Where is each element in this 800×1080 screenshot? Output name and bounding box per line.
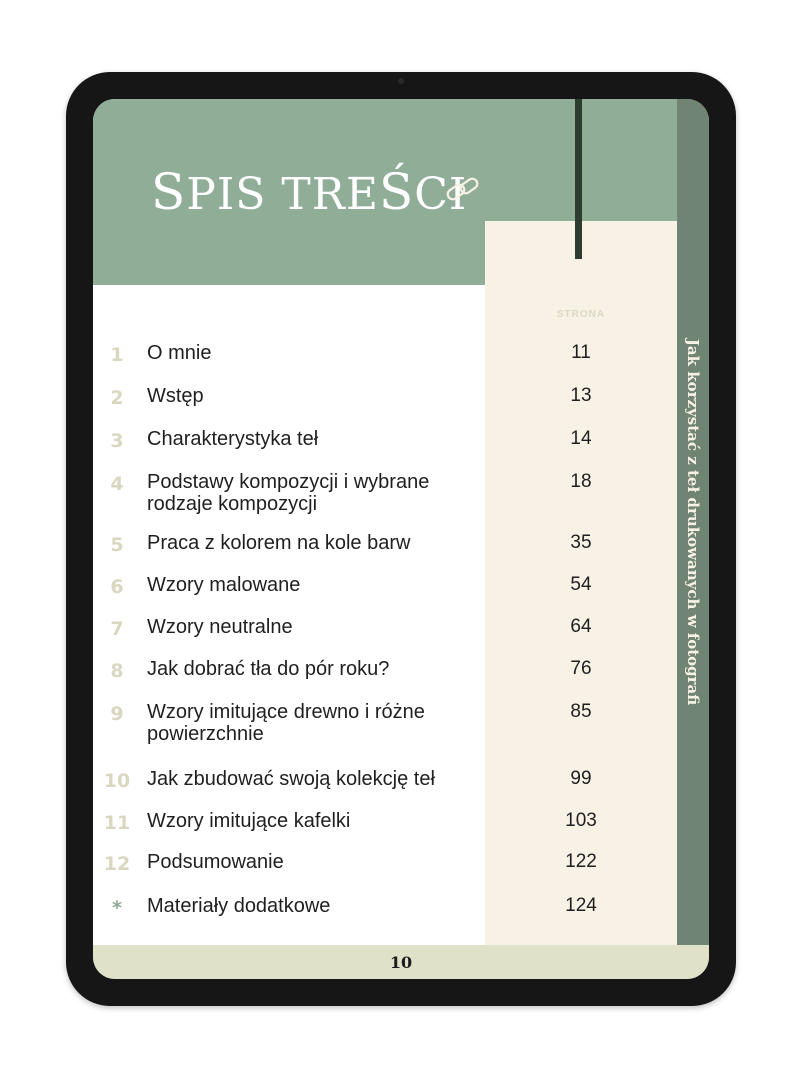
toc-number: 5 (110, 534, 124, 556)
toc-number: 1 (110, 344, 124, 366)
toc-page-number: 103 (565, 810, 597, 831)
footer-page-number: 10 (389, 952, 413, 972)
toc-page-number: 35 (570, 532, 592, 553)
toc-page-number: 54 (570, 574, 592, 595)
toc-chapter-title: Wzory malowane (147, 574, 301, 596)
toc-chapter-title: Podstawy kompozycji i wybrane rodzaje kompozycji (147, 471, 430, 515)
toc-chapter-title: Praca z kolorem na kole barw (147, 532, 411, 554)
page-column-header: STRONA (556, 309, 606, 320)
toc-page-number: 18 (570, 471, 592, 492)
toc-page-number: 99 (570, 768, 592, 789)
vertical-book-title: Jak korzystać z teł drukowanych w fotografi (684, 338, 702, 706)
footer-bar (93, 945, 709, 979)
toc-number: 4 (110, 473, 124, 495)
toc-chapter-title: Wstęp (147, 385, 204, 407)
toc-page-number: 76 (570, 658, 592, 679)
toc-number: * (112, 897, 122, 919)
toc-chapter-title: Charakterystyka teł (147, 428, 319, 450)
toc-page-number: 13 (570, 385, 592, 406)
screen (93, 99, 709, 979)
front-camera (398, 78, 404, 84)
toc-number: 3 (110, 430, 124, 452)
toc-page-number: 85 (570, 701, 592, 722)
toc-number: 9 (110, 703, 124, 725)
toc-number: 7 (110, 618, 124, 640)
toc-page-number: 14 (570, 428, 592, 449)
toc-chapter-title: Jak dobrać tła do pór roku? (147, 658, 390, 680)
toc-chapter-title: Podsumowanie (147, 851, 284, 873)
toc-number: 8 (110, 660, 124, 682)
table-of-contents (93, 99, 677, 945)
toc-chapter-title: Wzory imitujące drewno i różne powierzchnie (147, 701, 425, 745)
toc-page-number: 124 (565, 895, 597, 916)
page-title: SPIS TREŚCI (151, 163, 468, 221)
toc-page-number: 64 (570, 616, 592, 637)
toc-chapter-title: Wzory neutralne (147, 616, 293, 638)
toc-number: 10 (103, 770, 131, 792)
tablet-frame (66, 72, 736, 1006)
toc-chapter-title: Materiały dodatkowe (147, 895, 331, 917)
toc-number: 6 (110, 576, 124, 598)
toc-number: 11 (103, 812, 131, 834)
toc-chapter-title: Wzory imitujące kafelki (147, 810, 351, 832)
toc-chapter-title: Jak zbudować swoją kolekcję teł (147, 768, 435, 790)
toc-number: 12 (103, 853, 131, 875)
toc-number: 2 (110, 387, 124, 409)
toc-chapter-title: O mnie (147, 342, 212, 364)
toc-page-number: 11 (571, 342, 591, 363)
toc-page-number: 122 (565, 851, 597, 872)
